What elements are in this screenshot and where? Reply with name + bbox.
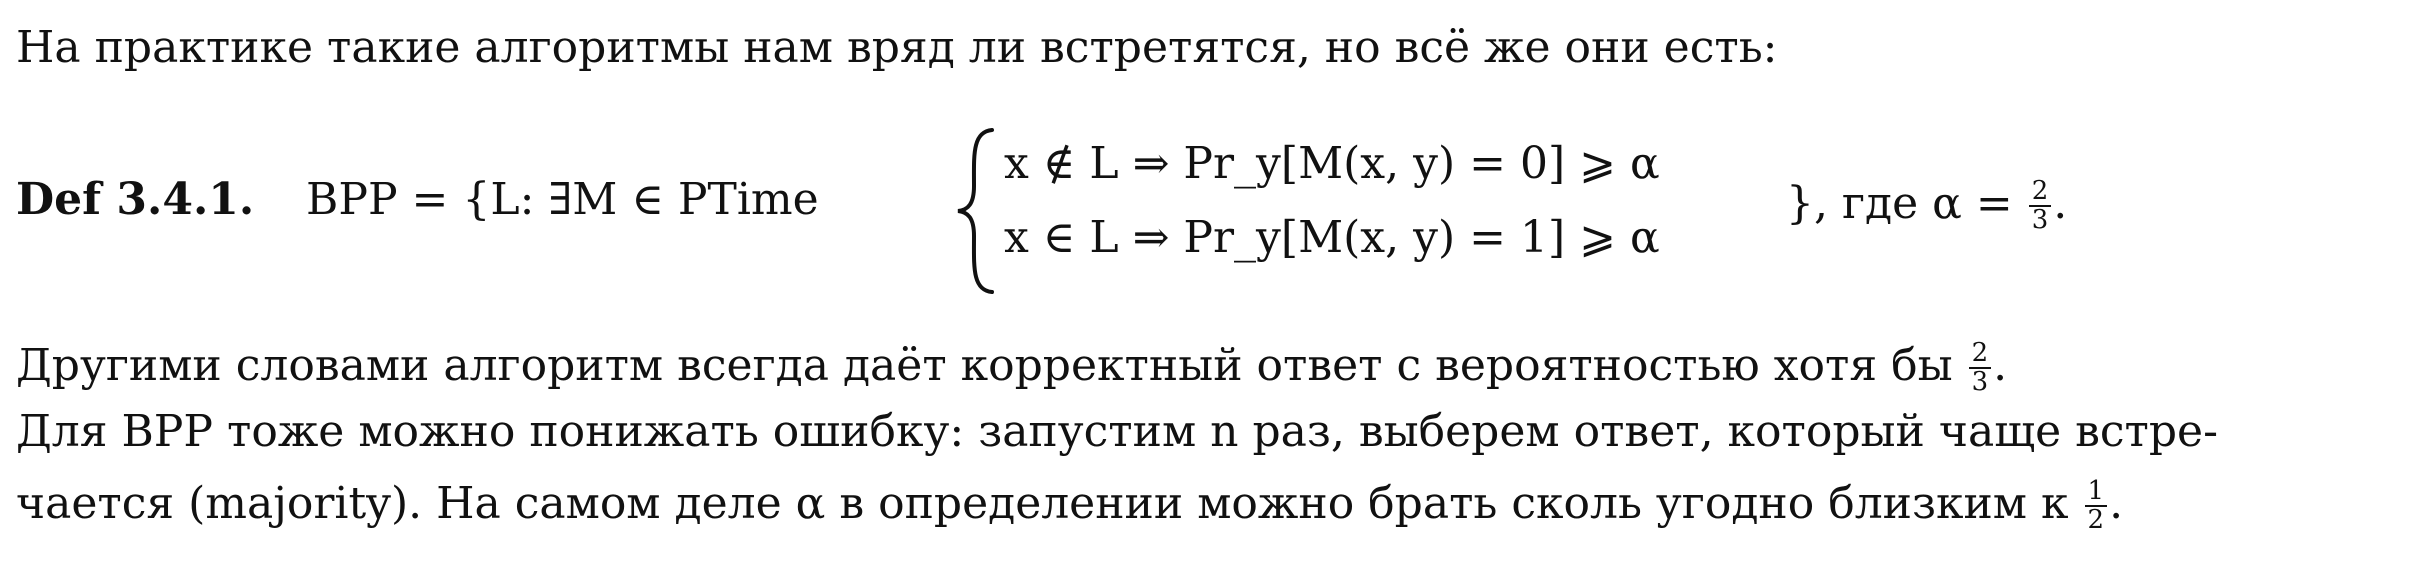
paragraph-1-denominator: 3 <box>1971 367 1989 398</box>
cases-brace-icon <box>954 126 998 296</box>
closing-text: }, где α = <box>1786 177 2013 229</box>
alpha-numerator: 2 <box>2029 178 2052 207</box>
paragraph-2-fraction <box>2085 478 2108 535</box>
paragraph-1 <box>16 340 2007 397</box>
alpha-denominator: 3 <box>2031 205 2049 236</box>
paragraph-2-numerator: 1 <box>2085 478 2108 507</box>
definition-closing <box>1786 178 2067 235</box>
case-not-in-language: x ∉ L ⇒ Pr_y[M(x, y) = 0] ⩾ α <box>1004 138 1660 189</box>
paragraph-1-fraction <box>1969 340 1992 397</box>
definition-label: Def 3.4.1. <box>16 174 255 225</box>
definition-block <box>16 120 2424 300</box>
paragraph-2-period: . <box>2109 477 2124 529</box>
paragraph-2-denominator: 2 <box>2087 505 2105 536</box>
alpha-fraction <box>2029 178 2052 235</box>
paragraph-2-line-2-text: чается (majority). На самом деле α в определении можно брать сколь угодно близким к <box>16 477 2069 529</box>
paragraph-2-line-1: Для BPP тоже можно понижать ошибку: запустим n раз, выберем ответ, который чаще встре- <box>16 406 2218 457</box>
paragraph-1-period: . <box>1993 339 2008 391</box>
case-in-language: x ∈ L ⇒ Pr_y[M(x, y) = 1] ⩾ α <box>1004 212 1660 263</box>
paragraph-2-line-2 <box>16 478 2123 535</box>
set-builder-prefix: BPP = {L: ∃M ∈ PTime <box>306 174 819 225</box>
closing-period: . <box>2053 177 2068 229</box>
paragraph-1-numerator: 2 <box>1969 340 1992 369</box>
paragraph-1-text: Другими словами алгоритм всегда даёт корректный ответ с вероятностью хотя бы <box>16 339 1953 391</box>
intro-sentence: На практике такие алгоритмы нам вряд ли встретятся, но всё же они есть: <box>16 22 1778 73</box>
